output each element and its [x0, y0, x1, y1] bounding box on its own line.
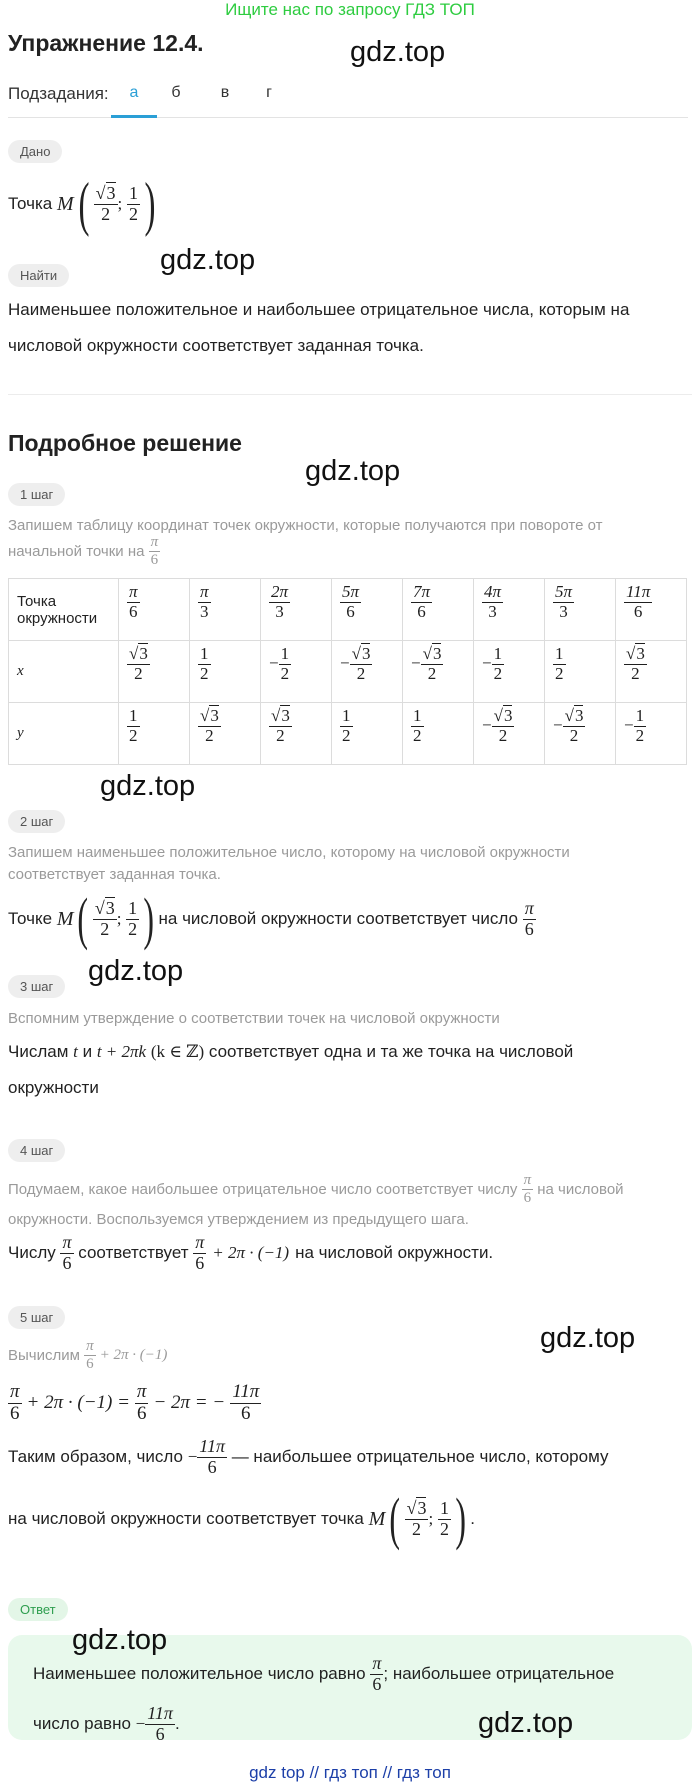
table-cell: $\frac{1}{2}$: [403, 703, 474, 765]
top-banner[interactable]: Ищите нас по запросу ГДЗ ТОП: [225, 0, 475, 19]
table-row: [9, 703, 687, 765]
step-2-tag: 2 шаг: [8, 810, 65, 833]
step-1-angle: $\frac{\pi}{6}$: [150, 534, 159, 568]
step-3-gray: Вспомним утверждение о соответствии точек на числовой окружности: [8, 1010, 500, 1027]
given-tag: Дано: [8, 140, 62, 163]
paren-left: (: [77, 886, 89, 951]
answer-line-1: Наименьшее положительное число равно $\frac{\pi}{6}$ ; наибольшее отрицательное: [33, 1652, 615, 1694]
step-2-line-1: Запишем наименьшее положительное число, которому на числовой окружности: [8, 844, 570, 861]
step-3-tag: 3 шаг: [8, 975, 65, 998]
table-cell: − $\frac{1}{2}$: [474, 641, 545, 703]
watermark: gdz.top: [160, 244, 256, 276]
answer-line-2: число равно − $\frac{11\pi}{6}$ .: [33, 1702, 180, 1744]
watermark: gdz.top: [540, 1322, 636, 1354]
table-cell: $\frac{√3}{2}$: [616, 641, 687, 703]
table-cell: $\frac{2\pi}{3}$: [261, 579, 332, 641]
find-line-2: числовой окружности соответствует заданная точка.: [8, 336, 424, 355]
footer-links[interactable]: gdz top // гдз топ // гдз топ: [249, 1763, 451, 1782]
table-cell: − $\frac{√3}{2}$: [474, 703, 545, 765]
table-row: [9, 579, 687, 641]
find-line-1: Наименьшее положительное и наибольшее отрицательное числа, которым на: [8, 300, 630, 319]
step-2-statement: Точке M ( $\frac{√3}{2}$ ; $\frac{1}{2}$ ) на числовой окружности соответствует число $\frac{\pi}{6}$: [8, 886, 534, 951]
divider: [8, 394, 692, 395]
table-cell: − $\frac{√3}{2}$: [545, 703, 616, 765]
step-1-line-2: начальной точки на $\frac{\pi}{6}$: [8, 534, 159, 568]
x-coordinate: $\frac{√3}{2}$: [95, 182, 116, 224]
row-header-point: Точка окружности: [9, 579, 119, 641]
watermark: gdz.top: [100, 770, 196, 802]
step-4-gray-1: Подумаем, какое наибольшее отрицательное число соответствует числу $\frac{\pi}{6}$ на числовой: [8, 1172, 624, 1206]
table-cell: − $\frac{1}{2}$: [616, 703, 687, 765]
step-5-conclusion-1: Таким образом, число − $\frac{11\pi}{6}$ — наибольшее отрицательное число, которому: [8, 1435, 609, 1477]
table-cell: $\frac{1}{2}$: [332, 703, 403, 765]
table-cell: $\frac{1}{2}$: [119, 703, 190, 765]
step-4-statement: Числу $\frac{\pi}{6}$ соответствует $\frac{\pi}{6}$ + 2π · (−1) на числовой окружности.: [8, 1231, 494, 1273]
watermark: gdz.top: [350, 36, 446, 68]
point-m: M: [57, 192, 74, 215]
table-row: [9, 641, 687, 703]
watermark: gdz.top: [478, 1707, 574, 1739]
table-cell: $\frac{5\pi}{3}$: [545, 579, 616, 641]
tab-b[interactable]: б: [171, 84, 181, 101]
paren-left: (: [389, 1486, 401, 1551]
find-tag: Найти: [8, 264, 69, 287]
given-text: Точка: [8, 194, 53, 213]
step-4-tag: 4 шаг: [8, 1139, 65, 1162]
table-cell: − $\frac{√3}{2}$: [332, 641, 403, 703]
watermark: gdz.top: [88, 955, 184, 987]
table-cell: $\frac{\pi}{6}$: [119, 579, 190, 641]
table-cell: $\frac{11\pi}{6}$: [616, 579, 687, 641]
step-5-tag: 5 шаг: [8, 1306, 65, 1329]
tabs-label: Подзадания:: [8, 84, 109, 103]
table-cell: $\frac{4\pi}{3}$: [474, 579, 545, 641]
solution-title: Подробное решение: [8, 430, 242, 456]
step-3-line-2: окружности: [8, 1078, 99, 1097]
subtask-tabs: [8, 84, 688, 118]
row-header-x: x: [9, 641, 119, 703]
step-4-gray-2: окружности. Воспользуемся утверждением из предыдущего шага.: [8, 1211, 469, 1228]
table-cell: $\frac{7\pi}{6}$: [403, 579, 474, 641]
watermark: gdz.top: [72, 1624, 168, 1656]
tab-a[interactable]: а: [111, 84, 157, 118]
step-5-equation: $\frac{\pi}{6}$ + 2π · (−1) = $\frac{\pi}{6}$ − 2π = − $\frac{11\pi}{6}$: [10, 1380, 260, 1424]
table-cell: − $\frac{√3}{2}$: [403, 641, 474, 703]
table-cell: $\frac{1}{2}$: [190, 641, 261, 703]
paren-right: ): [143, 886, 155, 951]
table-cell: $\frac{5\pi}{6}$: [332, 579, 403, 641]
step-2-line-2: соответствует заданная точка.: [8, 866, 221, 883]
step-1-line-1: Запишем таблицу координат точек окружности, которые получаются при повороте от: [8, 517, 603, 534]
table-cell: $\frac{1}{2}$: [545, 641, 616, 703]
watermark: gdz.top: [305, 455, 401, 487]
paren-right: ): [455, 1486, 466, 1551]
paren-right: ): [144, 171, 156, 237]
y-coordinate: $\frac{1}{2}$: [129, 182, 139, 224]
answer-tag: Ответ: [8, 1598, 68, 1621]
table-cell: − $\frac{1}{2}$: [261, 641, 332, 703]
row-header-y: y: [9, 703, 119, 765]
step-5-conclusion-2: на числовой окружности соответствует точка M ( $\frac{√3}{2}$ ; $\frac{1}{2}$ ) .: [8, 1486, 476, 1551]
page-title: Упражнение 12.4.: [8, 30, 204, 56]
coordinates-table: [8, 578, 687, 765]
given-point: Точка M ( $\frac{√3}{2}$ ; $\frac{1}{2}$ ): [8, 171, 156, 237]
table-cell: $\frac{\pi}{3}$: [190, 579, 261, 641]
table-cell: $\frac{√3}{2}$: [119, 641, 190, 703]
step-5-gray: Вычислим $\frac{\pi}{6}$ + 2π · (−1): [8, 1338, 168, 1372]
tab-v[interactable]: в: [220, 84, 230, 101]
step-1-tag: 1 шаг: [8, 483, 65, 506]
table-cell: $\frac{√3}{2}$: [261, 703, 332, 765]
step-3-line-1: Числам t и t + 2πk (k ∈ ℤ) соответствует одна и та же точка на числовой: [8, 1042, 574, 1061]
table-cell: $\frac{√3}{2}$: [190, 703, 261, 765]
paren-left: (: [78, 171, 90, 237]
tab-g[interactable]: г: [266, 84, 272, 101]
